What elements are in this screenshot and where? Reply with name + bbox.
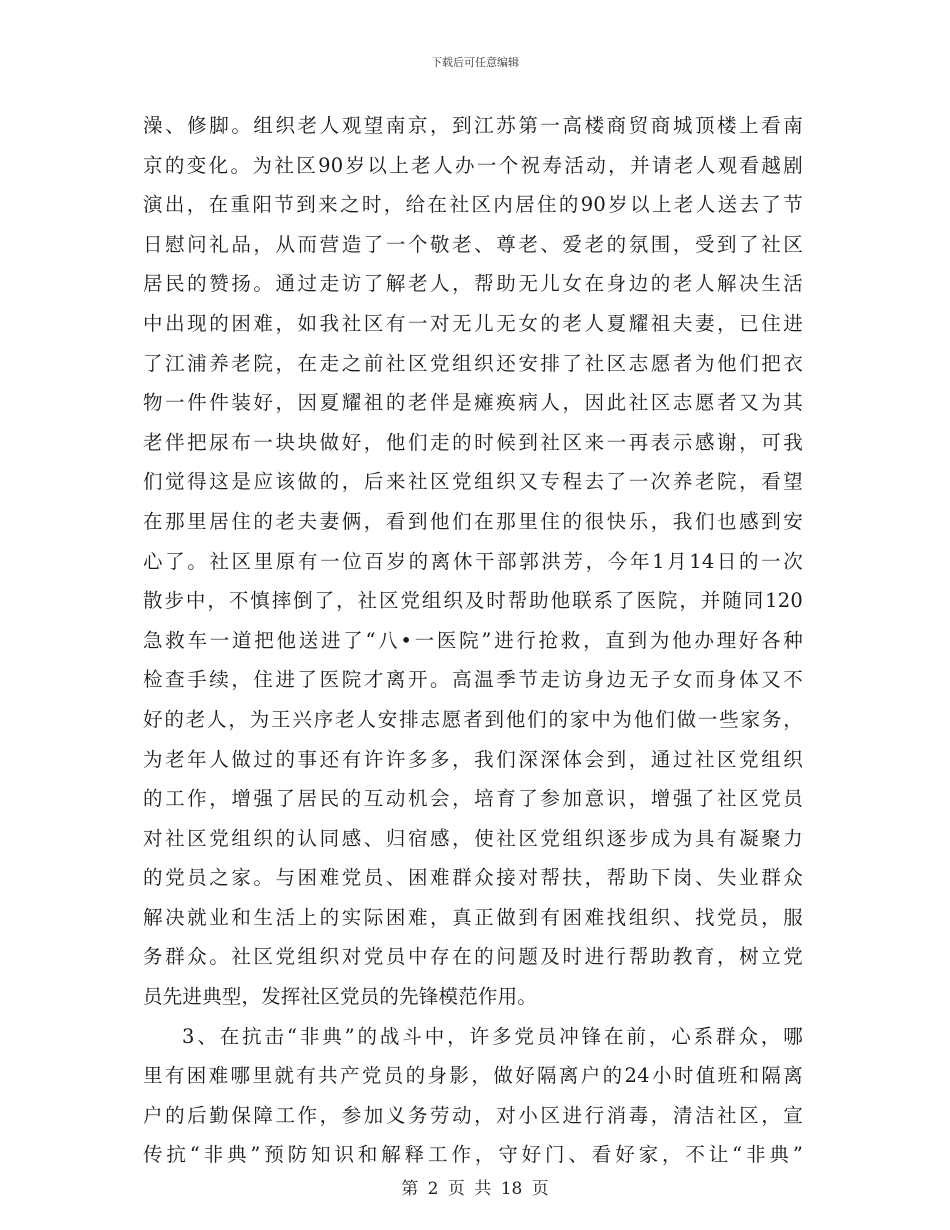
- text-line: 户的后勤保障工作，参加义务劳动，对小区进行消毒，清洁社区，宣: [143, 1103, 803, 1127]
- text-line: 检查手续，住进了医院才离开。高温季节走访身边无子女而身体又不: [143, 668, 803, 692]
- text-line: 为老年人做过的事还有许许多多，我们深深体会到，通过社区党组织: [143, 747, 803, 771]
- text-line: 里有困难哪里就有共产党员的身影，做好隔离户的24小时值班和隔离: [143, 1064, 803, 1088]
- text-line: 对社区党组织的认同感、归宿感，使社区党组织逐步成为具有凝聚力: [143, 826, 803, 850]
- text-line: 急救车一道把他送进了“八•一医院”进行抢救，直到为他办理好各种: [143, 628, 803, 652]
- text-line: 的党员之家。与困难党员、困难群众接对帮扶，帮助下岗、失业群众: [143, 866, 803, 890]
- document-body: [143, 106, 803, 1175]
- text-line: 散步中，不慎摔倒了，社区党组织及时帮助他联系了医院，并随同120: [143, 589, 803, 613]
- text-line: 日慰问礼品，从而营造了一个敬老、尊老、爱老的氛围，受到了社区: [143, 232, 803, 256]
- page-number-footer: 第 2 页 共 18 页: [401, 1179, 549, 1199]
- text-line: 演出，在重阳节到来之时，给在社区内居住的90岁以上老人送去了节: [143, 193, 803, 217]
- text-line: 澡、修脚。组织老人观望南京，到江苏第一高楼商贸商城顶楼上看南: [143, 114, 803, 137]
- text-line: 心了。社区里原有一位百岁的离休干部郭洪芳，今年1月14日的一次: [143, 549, 803, 573]
- text-line: 京的变化。为社区90岁以上老人办一个祝寿活动，并请老人观看越剧: [143, 153, 803, 177]
- text-line: 的工作，增强了居民的互动机会，培育了参加意识，增强了社区党员: [143, 787, 803, 811]
- page-header-note: 下载后可任意编辑: [431, 56, 519, 69]
- text-line: 务群众。社区党组织对党员中存在的问题及时进行帮助教育，树立党: [143, 945, 803, 969]
- text-line: 传抗“非典”预防知识和解释工作，守好门、看好家，不让“非典”: [143, 1143, 803, 1167]
- text-line: 解决就业和生活上的实际困难，真正做到有困难找组织、找党员，服: [143, 905, 803, 929]
- text-line: 居民的赞扬。通过走访了解老人，帮助无儿女在身边的老人解决生活: [143, 272, 803, 296]
- text-line: 好的老人，为王兴序老人安排志愿者到他们的家中为他们做一些家务，: [143, 707, 803, 731]
- text-line: 中出现的困难，如我社区有一对无儿无女的老人夏耀祖夫妻，已住进: [143, 311, 803, 335]
- text-line: 了江浦养老院，在走之前社区党组织还安排了社区志愿者为他们把衣: [143, 351, 803, 375]
- text-line: 3、在抗击“非典”的战斗中，许多党员冲锋在前，心系群众，哪: [182, 1024, 803, 1048]
- text-line: 老伴把尿布一块块做好，他们走的时候到社区来一再表示感谢，可我: [143, 430, 803, 454]
- text-line: 们觉得这是应该做的，后来社区党组织又专程去了一次养老院，看望: [143, 470, 803, 494]
- text-line: 物一件件装好，因夏耀祖的老伴是瘫痪病人，因此社区志愿者又为其: [143, 391, 803, 415]
- text-line: 在那里居住的老夫妻俩，看到他们在那里住的很快乐，我们也感到安: [143, 509, 803, 533]
- text-line: 员先进典型，发挥社区党员的先锋模范作用。: [143, 985, 538, 1009]
